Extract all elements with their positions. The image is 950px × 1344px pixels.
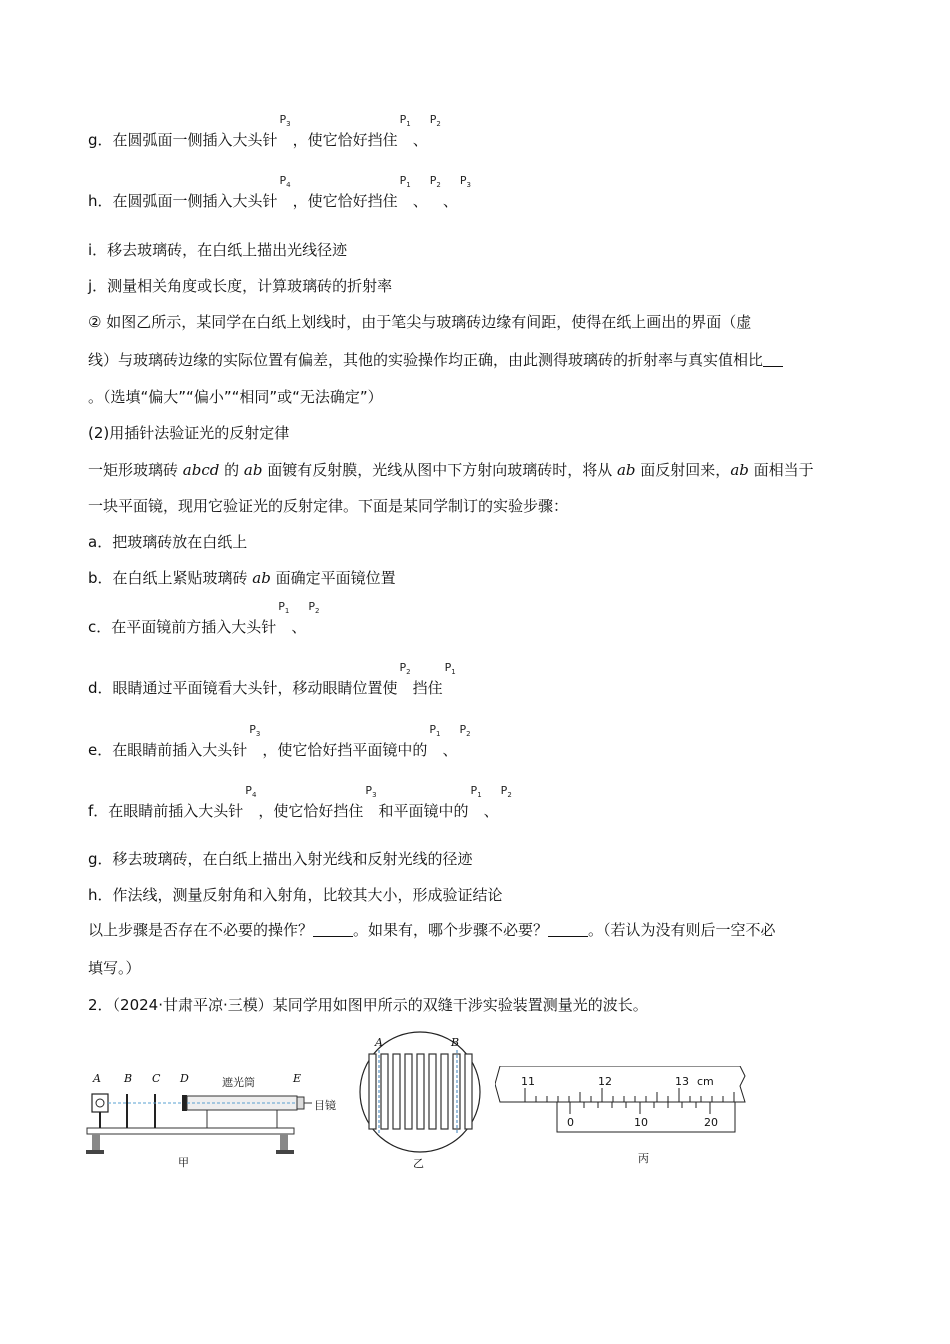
figure-bing — [495, 1066, 750, 1166]
caption-jia: 甲 — [178, 1156, 189, 1169]
apparatus-diagram — [82, 1072, 352, 1172]
problem-2: 2．（2024·甘肃平凉·三模）某同学用如图甲所示的双缝干涉实验装置测量光的波长。 — [88, 996, 648, 1014]
step-c-2: c．在平面镜前方插入大头针$P_1$、$P_2$ — [88, 600, 320, 636]
section-2-intro-2: 一块平面镜，现用它验证光的反射定律。下面是某同学制订的实验步骤： — [88, 497, 569, 515]
question-2-line-2: 线）与玻璃砖边缘的实际位置有偏差，其他的实验操作均正确，由此测得玻璃砖的折射率与真实值相比 — [88, 350, 783, 370]
answer-blank — [763, 352, 783, 367]
step-h-1: h．在圆弧面一侧插入大头针$P_4$，使它恰好挡住$P_1$、$P_2$、$P_3$ — [88, 174, 471, 210]
question-line-2: 填写。） — [88, 959, 141, 977]
label-c: C — [152, 1072, 161, 1085]
step-i-1: i．移去玻璃砖，在白纸上描出光线径迹 — [88, 241, 348, 259]
label-a: A — [93, 1072, 101, 1085]
main-scale-unit: cm — [697, 1075, 714, 1088]
label-fringe-a: A — [375, 1036, 383, 1049]
vernier-0: 0 — [567, 1116, 574, 1129]
step-a-2: a．把玻璃砖放在白纸上 — [88, 533, 248, 551]
answer-blank-2 — [548, 922, 588, 937]
caption-bing: 丙 — [638, 1152, 649, 1165]
label-tube: 遮光筒 — [222, 1076, 255, 1089]
figure-jia — [82, 1072, 352, 1172]
step-f-2: f．在眼睛前插入大头针$P_4$，使它恰好挡住$P_3$和平面镜中的$P_1$、$P_2$ — [88, 784, 512, 820]
vernier-10: 10 — [634, 1116, 648, 1129]
label-eyepiece: 目镜 — [314, 1099, 336, 1112]
main-scale-12: 12 — [598, 1075, 612, 1088]
main-scale-11: 11 — [521, 1075, 535, 1088]
vernier-20: 20 — [704, 1116, 718, 1129]
step-h-2: h．作法线，测量反射角和入射角，比较其大小，形成验证结论 — [88, 886, 503, 904]
label-fringe-b: B — [451, 1036, 460, 1049]
question-line: 以上步骤是否存在不必要的操作？ 。如果有，哪个步骤不必要？ 。（若认为没有则后一空不必 — [88, 921, 776, 939]
label-e: E — [293, 1072, 302, 1085]
step-j-1: j．测量相关角度或长度，计算玻璃砖的折射率 — [88, 277, 393, 295]
question-2-line-3: 。（选填“偏大”“偏小”“相同”或“无法确定”） — [88, 388, 383, 406]
step-b-2: b．在白纸上紧贴玻璃砖 ab 面确定平面镜位置 — [88, 569, 396, 587]
label-b: B — [124, 1072, 133, 1085]
step-e-2: e．在眼睛前插入大头针$P_3$，使它恰好挡平面镜中的$P_1$、$P_2$ — [88, 723, 471, 759]
step-g-1: g．在圆弧面一侧插入大头针$P_3$，使它恰好挡住$P_1$、$P_2$ — [88, 113, 441, 149]
section-2-title: (2)用插针法验证光的反射定律 — [88, 424, 290, 442]
section-2-intro-1: 一矩形玻璃砖 abcd 的 ab 面镀有反射膜，光线从图中下方射向玻璃砖时，将从 ab 面反射回来，ab 面相当于 — [88, 461, 814, 479]
question-2-line-1: ② 如图乙所示，某同学在白纸上划线时，由于笔尖与玻璃砖边缘有间距，使得在纸上画出的界面（虚 — [88, 313, 752, 331]
answer-blank-1 — [313, 922, 353, 937]
step-d-2: d．眼睛通过平面镜看大头针，移动眼睛位置使$P_2$挡住$P_1$ — [88, 661, 456, 697]
step-g-2: g．移去玻璃砖，在白纸上描出入射光线和反射光线的径迹 — [88, 850, 473, 868]
figure-yi — [355, 1030, 485, 1170]
label-d: D — [180, 1072, 189, 1085]
main-scale-13: 13 — [675, 1075, 689, 1088]
caption-yi: 乙 — [413, 1157, 424, 1170]
